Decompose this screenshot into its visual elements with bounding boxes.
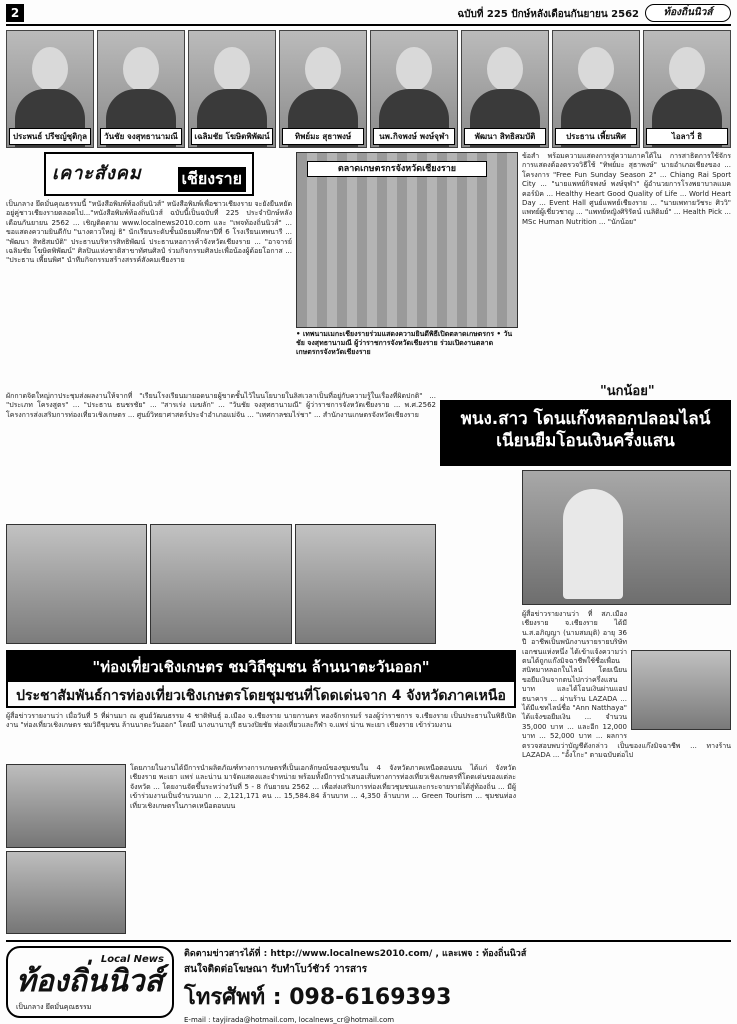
header-logo: ท้องถิ่นนิวส์ bbox=[645, 4, 731, 22]
column-title-bottom: เชียงราย bbox=[178, 167, 246, 192]
portrait-caption: ประธาน เพี้ยนพิศ bbox=[555, 128, 637, 145]
market-sign: ตลาดเกษตรกรจังหวัดเชียงราย bbox=[307, 161, 487, 177]
market-photo-caption: • เทพนามเมกะเชียงรายร่วมแสดงความยินดีพิธีเปิดตลาดเกษตรกร • วันชัย จงสุทธานามณี ผู้ว่าราชการจังหวัดเชียงราย ร่วมเปิดงานตลาดเกษตรกรจังหวัดเชียงราย bbox=[296, 330, 513, 356]
footer-phone: โทรศัพท์ : 098-6169393 bbox=[184, 985, 452, 1010]
market-photo bbox=[296, 152, 518, 328]
footer-logo bbox=[6, 946, 174, 1018]
portrait bbox=[188, 30, 276, 148]
portrait-caption: ทิพย์มะ สุธาพงษ์ bbox=[282, 128, 364, 145]
gossip-column bbox=[6, 152, 292, 392]
portrait-strip bbox=[6, 30, 731, 148]
footer-contact bbox=[184, 946, 731, 1024]
fraud-photo bbox=[631, 650, 731, 730]
right-column bbox=[522, 152, 731, 382]
page-number: 2 bbox=[6, 4, 24, 22]
agri-headline-2: ประชาสัมพันธ์การท่องเที่ยวเชิงเกษตรโดยชุมชนที่โดดเด่นจาก 4 จังหวัดภาคเหนือ bbox=[16, 688, 506, 704]
agri-photo bbox=[6, 764, 126, 848]
victim-photo bbox=[522, 470, 731, 605]
agri-photo bbox=[6, 851, 126, 935]
footer-email: E-mail : tayjirada@hotmail.com, localnews_cr@hotmail.com bbox=[184, 1016, 395, 1024]
portrait bbox=[279, 30, 367, 148]
event-photo-collage bbox=[6, 524, 436, 644]
event-photo bbox=[295, 524, 436, 644]
right-column-body: ข้อสำ พร้อมความแสดงการสู่ความภาคใต้ใน การสาธิตการใช้จักร การแสดงต้องตรวจวิธีใช้ "ทิพย์มะ สุธาพงษ์" นายอำเภอเชียงของ ... โครงการ "Free Fun Sunday Season 2" ... Chiang Rai Sport City ... "นายแพทย์กิจพงษ์ พงษ์จุฬา" ผู้อำนวยการโรงพยาบาลแมคคอร์มิค ... Healthy Heart Good Quality of Life ... World Heart Day ... Event Hall ศูนย์แพทย์เชียงราย ... "นายเพทายวัชระ ศิววิ" แพทย์ผู้เชี่ยวชาญ ... "แพทย์หญิงศิริรัตน์ เนลิติมย์" ... Health Pick ... MSc Human Nutrition ... "นักน้อย" bbox=[522, 152, 731, 226]
portrait-caption: ไอลาวี่ ธิ bbox=[646, 128, 728, 145]
agri-body bbox=[130, 764, 516, 934]
fraud-body: ผู้สื่อข่าวรายงานว่า ที่ สภ.เมืองเชียงราย จ.เชียงราย ได้มี น.ส.อภิญญา (นามสมมุติ) อายุ 36 ปี อาชีพเป็นพนักงานรายรายบริษัทเอกชนแห่งหนึ่ง ได้เข้าแจ้งความว่าตนได้ถูกแก๊งมิจฉาชีพใช้ชื่อเพื่อนสนิทมาหลอกในไลน์ โดยเนียนขอยืมเงินจากตนไปกว่าครึ่งแสนบาท และได้โอนเงินผ่านแอปธนาคาร ... ผ่านร้าน LAZADA ... ได้มีแชทไลน์ชื่อ "Ann Natthaya" ได้แจ้งขอยืมเงิน ... จำนวน 35,000 บาท ... และอีก 12,000 บาท ... 52,000 บาท ... ผลการตรวจสอบพบว่าบัญชีดังกล่าว เป็นของแก๊งมิจฉาชีพ ... ทางร้าน LAZADA ... "อั้งโกะ" ตามฉบับต่อไป bbox=[522, 610, 731, 760]
agri-photos bbox=[6, 764, 126, 934]
mid-left-text bbox=[6, 392, 436, 522]
footer-tagline: เป็นกลาง ยึดมั่นคุณธรรม bbox=[16, 1003, 92, 1011]
portrait-caption: นพ.กิจพงษ์ พงษ์จุฬา bbox=[373, 128, 455, 145]
portrait bbox=[643, 30, 731, 148]
footer-logo-small: Local News bbox=[100, 954, 164, 965]
column-byline: "นกน้อย" bbox=[600, 384, 655, 399]
column-title-top: เคาะสังคม bbox=[52, 163, 142, 184]
fraud-headline: พนง.สาว โดนแก๊งหลอกปลอมไลน์ เนียนยืมโอนเงินครึ่งแสน bbox=[440, 400, 731, 466]
column-body: เป็นกลาง ยึดมั่นคุณธรรมนี้ "หนังสือพิมพ์ท้องถิ่นนิวส์" หนังสือพิมพ์เพื่อชาวเชียงราย จะยังยืนหยัดอยู่คู่ชาวเชียงรายตลอดไป..."หนังสือพิมพ์ท้องถิ่นนิวส์ ฉบับนี้เป็นฉบับที่ 225 ประจำปักษ์หลังเดือนกันยายน 2562 ... เชิญติดตาม www.localnews2010.com และ "เพจท้องถิ่นนิวส์" ... ขอแสดงความยินดีกับ "นางดาวใหญ่ ธิ" นักเรียนระดับชั้นมัธยมศึกษาปีที่ 6 โรงเรียนเทพนารี ... "พัฒนา สิทธิสมบัติ" ประธานบริหารสิทธิพัฒน์ ประธานหอการค้าจังหวัดเชียงราย ... "อาจารย์เฉลิมชัย โฆษิตพิพัฒน์" ศิลปินแห่งชาติสาขาทัศนศิลป์ ร่วมกิจกรรมศิลปะเพื่อน้องผู้ด้อยโอกาส ... "ประธาน เพี้ยนพิศ" นำทีมกิจกรรมสร้างสรรค์สังคมเชียงราย bbox=[6, 200, 292, 265]
agri-tourism-headline bbox=[6, 650, 516, 708]
portrait bbox=[370, 30, 458, 148]
footer-ads: สนใจติดต่อโฆษณา รับทำโบว์ชัวร์ วารสาร bbox=[184, 964, 368, 975]
portrait bbox=[97, 30, 185, 148]
portrait bbox=[461, 30, 549, 148]
footer-logo-main: ท้องถิ่นนิวส์ bbox=[16, 964, 163, 999]
portrait-caption: วันชัย จงสุทธานามณี bbox=[100, 128, 182, 145]
footer-web: ติดตามข่าวสารได้ที่ : http://www.localnews2010.com/ , และเพจ : ท้องถิ่นนิวส์ bbox=[184, 949, 527, 959]
portrait bbox=[552, 30, 640, 148]
issue-label: ฉบับที่ 225 ปักษ์หลังเดือนกันยายน 2562 bbox=[457, 9, 639, 20]
page-header bbox=[6, 4, 731, 26]
mid-left-body: ผักกาดจิตใหญ่กาประชุมส่งผลงานให้จากที่ "เรียนโรงเรียนมายอดนายผู้ขาดชั้นไว้ในนโยบายในลิสเวลาเป็นที่อยู่กับความรู้ในเรื่องที่ผิดปกติ" ... "ประเภท โครงสูตร" ... "ประธาน ธนชรชัย" ... "สารเร่ง เมฆลัก" ... "วันชัย จงสุทธานามณี" ผู้ว่าราชการจังหวัดเชียงราย ... พ.ศ.2562 โครงการส่งเสริมการท่องเที่ยวเชิงเกษตร ... ศูนย์วิทยาศาสตร์ประจำอำเภอแม่จัน ... "เทศกาลชมไร่ชา" ... สำนักงานเกษตรจังหวัดเชียงราย bbox=[6, 392, 436, 419]
agri-lead-text: ผู้สื่อข่าวรายงานว่า เมื่อวันที่ 5 ที่ผ่านมา ณ ศูนย์วัฒนธรรม 4 ชาติพันธุ์ อ.เมือง จ.เชียงราย นายกานดร ทองจักรกรมร์ รองผู้ว่าราชการ จ.เชียงราย เป็นประธานในพิธีเปิดงาน "ท่องเที่ยวเชิงเกษตร ชมวิถีชุมชน ล้านนาตะวันออก" โดยมี นางนานาบุรี ธนวงปิยชัย ท่องเที่ยวและกีฬา จ.แพร่ น่าน พะเยา เชียงราย เข้าร่วมงาน bbox=[6, 712, 516, 730]
portrait bbox=[6, 30, 94, 148]
event-photo bbox=[150, 524, 291, 644]
page-footer bbox=[6, 940, 731, 1024]
portrait-caption: พัฒนา สิทธิสมบัติ bbox=[464, 128, 546, 145]
agri-lead bbox=[6, 712, 516, 762]
fraud-story bbox=[522, 610, 731, 936]
column-title bbox=[44, 152, 254, 196]
agri-headline-1: "ท่องเที่ยวเชิงเกษตร ชมวิถีชุมชน ล้านนาตะวันออก" bbox=[8, 652, 514, 682]
event-photo bbox=[6, 524, 147, 644]
portrait-caption: ประพนธ์ ปรีชญ์ชุติกุล bbox=[9, 128, 91, 145]
portrait-caption: เฉลิมชัย โฆษิตพิพัฒน์ bbox=[191, 128, 273, 145]
agri-body-text: โดยภายในงานได้มีการนำผลิตภัณฑ์ทางการเกษตรที่เป็นเอกลักษณ์ของชุมชนใน 4 จังหวัดภาคเหนือตอนบน ได้แก่ จังหวัดเชียงราย พะเยา แพร่ และน่าน มาจัดแสดงและจำหน่าย พร้อมทั้งมีการนำเสนอเส้นทางการท่องเที่ยวเชิงเกษตรที่โดดเด่นของแต่ละจังหวัด ... โดยงานจัดขึ้นระหว่างวันที่ 5 - 8 กันยายน 2562 ... เพื่อส่งเสริมการท่องเที่ยวชุมชนและกระจายรายได้สู่ท้องถิ่น ... มีผู้เข้าร่วมงานเป็นจำนวนมาก ... 2,121,171 คน ... 15,584.84 ล้านบาท ... 4,350 ล้านบาท ... Green Tourism ... ชุมชนท่องเที่ยวเชิงเกษตรในภาคเหนือตอนบน bbox=[130, 764, 516, 810]
